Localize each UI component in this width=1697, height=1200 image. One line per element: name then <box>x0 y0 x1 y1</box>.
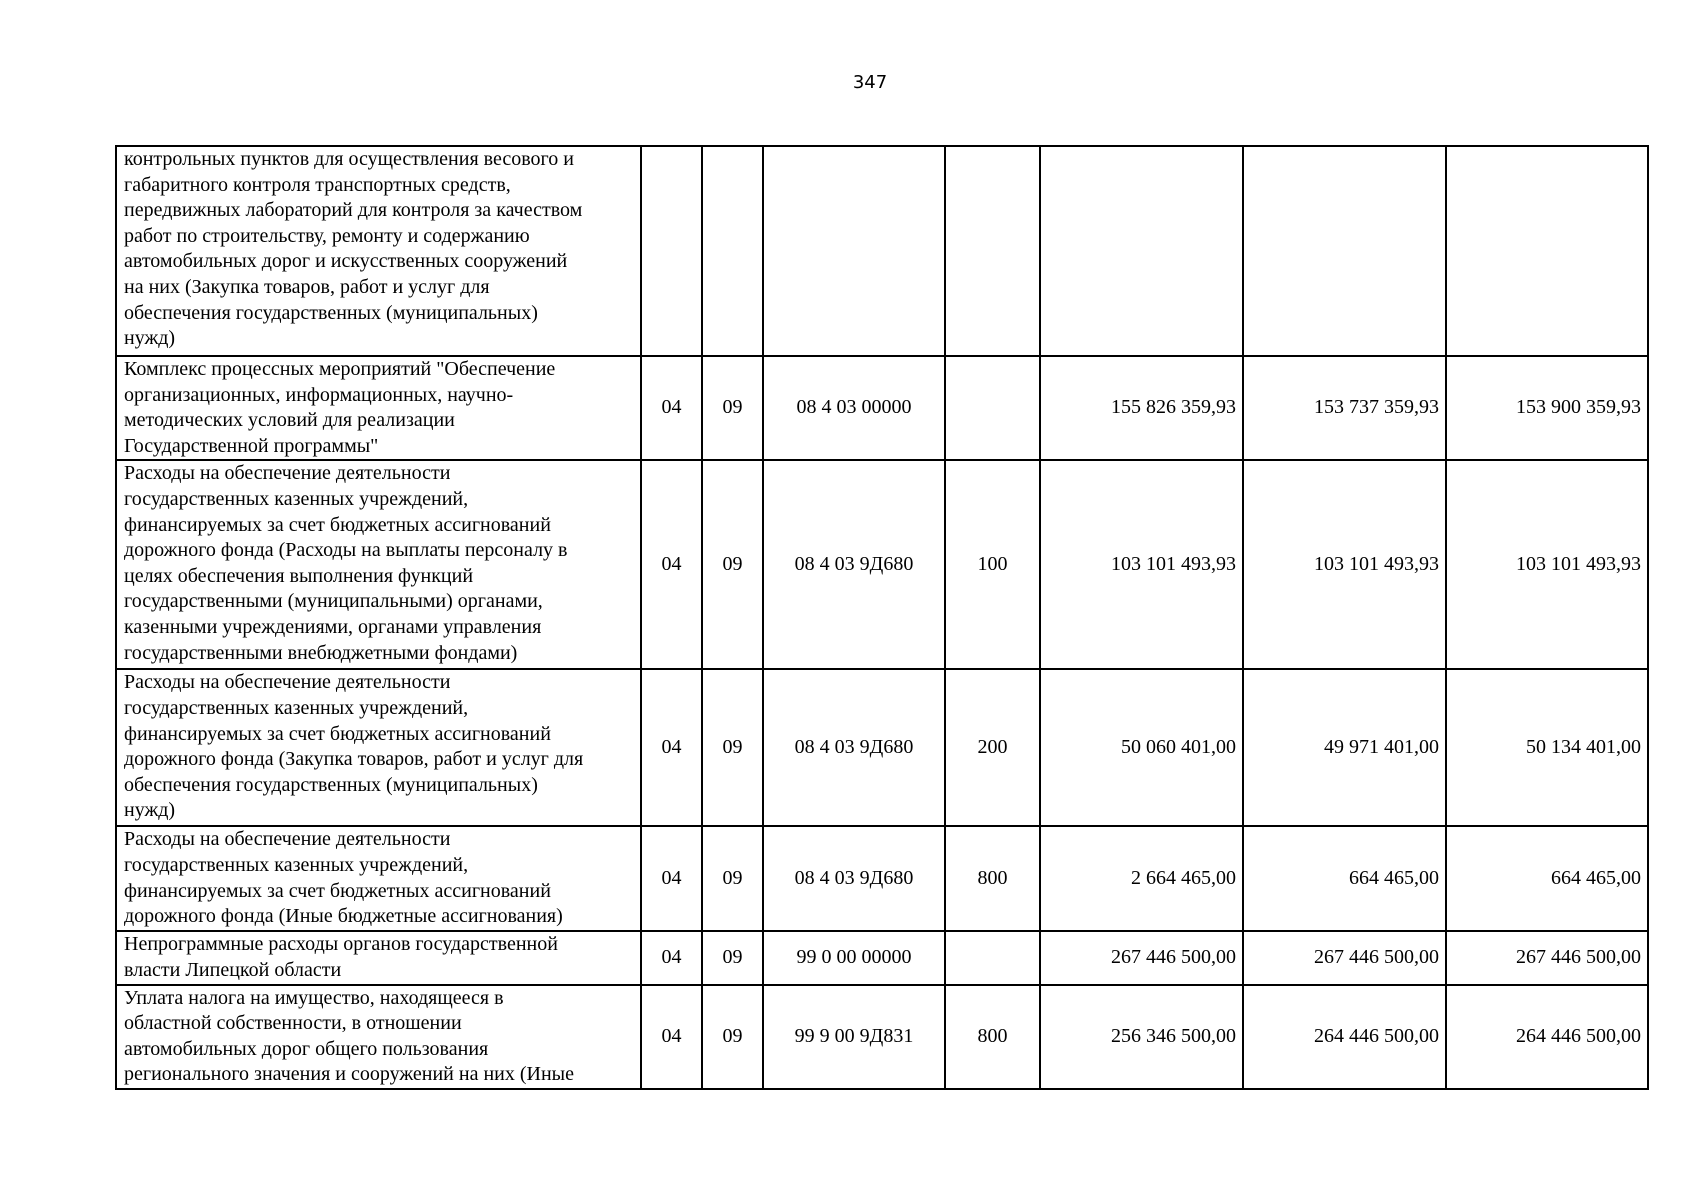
amount-year-3: 267 446 500,00 <box>1446 931 1648 984</box>
budget-table <box>115 145 1649 1090</box>
table-row <box>116 985 1648 1089</box>
table-row <box>116 356 1648 460</box>
target-article-code <box>763 146 945 356</box>
amount-year-1: 50 060 401,00 <box>1040 669 1243 826</box>
expense-type-code <box>945 146 1040 356</box>
section-code: 04 <box>641 356 702 460</box>
subsection-code: 09 <box>702 826 763 931</box>
amount-year-3: 264 446 500,00 <box>1446 985 1648 1089</box>
subsection-code: 09 <box>702 460 763 669</box>
expense-type-code <box>945 356 1040 460</box>
amount-year-2: 153 737 359,93 <box>1243 356 1446 460</box>
table-row <box>116 931 1648 984</box>
subsection-code: 09 <box>702 356 763 460</box>
row-description: контрольных пунктов для осуществления весового и габаритного контроля транспортных средств, передвижных лабораторий для контроля за качеством работ по строительству, ремонту и содержанию автомобильных дорог и искусственных сооружений на них (Закупка товаров, работ и услуг для обеспечения государственных (муниципальных) нужд) <box>116 146 641 356</box>
amount-year-2: 103 101 493,93 <box>1243 460 1446 669</box>
amount-year-3: 664 465,00 <box>1446 826 1648 931</box>
amount-year-1: 2 664 465,00 <box>1040 826 1243 931</box>
target-article-code: 08 4 03 9Д680 <box>763 826 945 931</box>
amount-year-3 <box>1446 146 1648 356</box>
section-code: 04 <box>641 669 702 826</box>
amount-year-3: 50 134 401,00 <box>1446 669 1648 826</box>
section-code: 04 <box>641 931 702 984</box>
section-code: 04 <box>641 985 702 1089</box>
subsection-code <box>702 146 763 356</box>
amount-year-1: 256 346 500,00 <box>1040 985 1243 1089</box>
row-description: Уплата налога на имущество, находящееся в областной собственности, в отношении автомобильных дорог общего пользования регионального значения и сооружений на них (Иные <box>116 985 641 1089</box>
amount-year-3: 153 900 359,93 <box>1446 356 1648 460</box>
target-article-code: 08 4 03 00000 <box>763 356 945 460</box>
table-row <box>116 460 1648 669</box>
target-article-code: 99 9 00 9Д831 <box>763 985 945 1089</box>
expense-type-code: 800 <box>945 826 1040 931</box>
amount-year-1: 155 826 359,93 <box>1040 356 1243 460</box>
target-article-code: 08 4 03 9Д680 <box>763 669 945 826</box>
expense-type-code <box>945 931 1040 984</box>
row-description: Расходы на обеспечение деятельности государственных казенных учреждений, финансируемых за счет бюджетных ассигнований дорожного фонда (Иные бюджетные ассигнования) <box>116 826 641 931</box>
target-article-code: 99 0 00 00000 <box>763 931 945 984</box>
subsection-code: 09 <box>702 985 763 1089</box>
table-row <box>116 826 1648 931</box>
subsection-code: 09 <box>702 931 763 984</box>
row-description: Непрограммные расходы органов государственной власти Липецкой области <box>116 931 641 984</box>
expense-type-code: 200 <box>945 669 1040 826</box>
table-row <box>116 669 1648 826</box>
row-description: Расходы на обеспечение деятельности государственных казенных учреждений, финансируемых за счет бюджетных ассигнований дорожного фонда (Закупка товаров, работ и услуг для обеспечения государственных (муниципальных) нужд) <box>116 669 641 826</box>
amount-year-1: 103 101 493,93 <box>1040 460 1243 669</box>
row-description: Комплекс процессных мероприятий "Обеспечение организационных, информационных, научно- методических условий для реализации Государственной программы" <box>116 356 641 460</box>
amount-year-2 <box>1243 146 1446 356</box>
amount-year-1 <box>1040 146 1243 356</box>
expense-type-code: 800 <box>945 985 1040 1089</box>
amount-year-2: 267 446 500,00 <box>1243 931 1446 984</box>
section-code: 04 <box>641 826 702 931</box>
section-code: 04 <box>641 460 702 669</box>
amount-year-3: 103 101 493,93 <box>1446 460 1648 669</box>
page-number: 347 <box>852 72 888 93</box>
table-row <box>116 146 1648 356</box>
amount-year-2: 664 465,00 <box>1243 826 1446 931</box>
row-description: Расходы на обеспечение деятельности государственных казенных учреждений, финансируемых за счет бюджетных ассигнований дорожного фонда (Расходы на выплаты персоналу в целях обеспечения выполнения функций государственными (муниципальными) органами, казенными учреждениями, органами управления государственными внебюджетными фондами) <box>116 460 641 669</box>
expense-type-code: 100 <box>945 460 1040 669</box>
section-code <box>641 146 702 356</box>
amount-year-2: 49 971 401,00 <box>1243 669 1446 826</box>
amount-year-2: 264 446 500,00 <box>1243 985 1446 1089</box>
amount-year-1: 267 446 500,00 <box>1040 931 1243 984</box>
subsection-code: 09 <box>702 669 763 826</box>
target-article-code: 08 4 03 9Д680 <box>763 460 945 669</box>
